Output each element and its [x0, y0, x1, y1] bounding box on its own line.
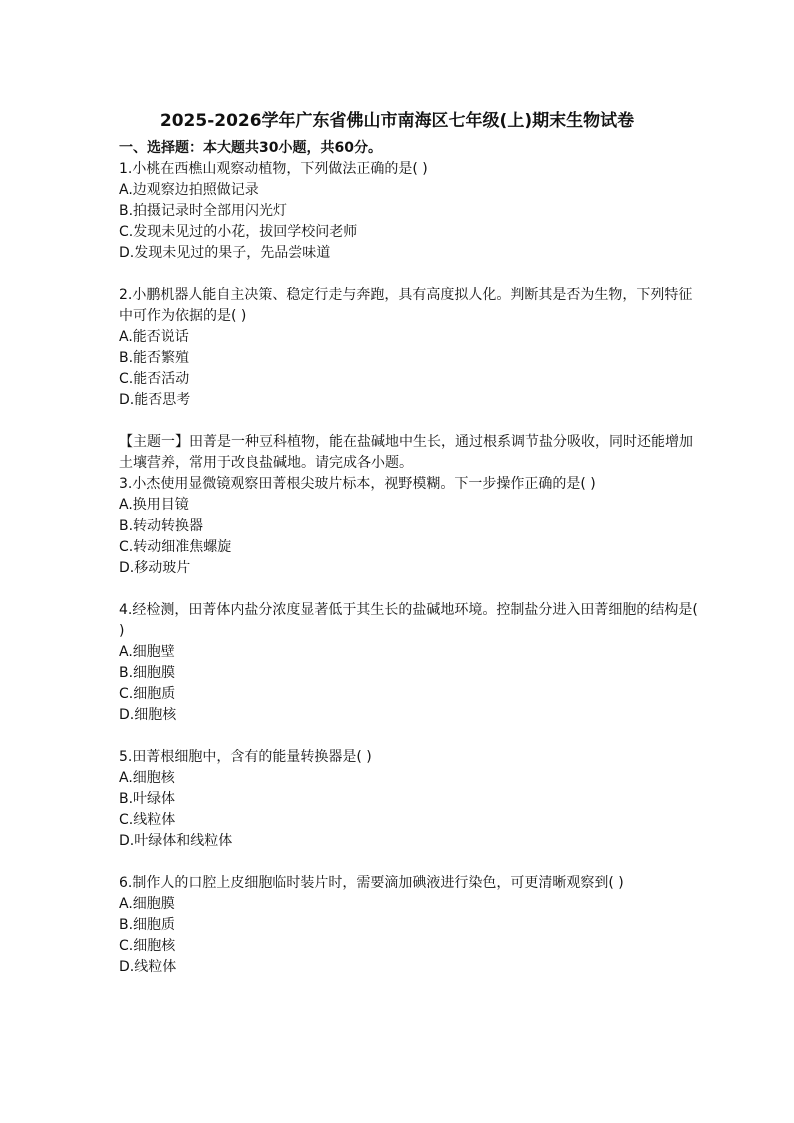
option-b: B.细胞质: [119, 917, 176, 933]
option-c: C.细胞质: [119, 686, 176, 702]
option-c: C.转动细准焦螺旋: [119, 539, 232, 555]
spacer: [119, 264, 699, 285]
option-c: C.发现未见过的小花，拔回学校问老师: [119, 224, 358, 240]
option-d: D.发现未见过的果子，先品尝味道: [119, 245, 331, 261]
option-d: D.移动玻片: [119, 560, 191, 576]
option-b: B.叶绿体: [119, 791, 176, 807]
option-a: A.细胞壁: [119, 644, 175, 660]
question-4: [119, 600, 699, 726]
question-2: [119, 285, 699, 411]
spacer: [119, 411, 699, 432]
option-a: A.换用目镜: [119, 497, 189, 513]
option-d: D.能否思考: [119, 392, 191, 408]
spacer: [119, 852, 699, 873]
theme-intro: 【主题一】田菁是一种豆科植物，能在盐碱地中生长，通过根系调节盐分吸收，同时还能增加土壤营养，常用于改良盐碱地。请完成各小题。: [119, 434, 693, 471]
option-a: A.能否说话: [119, 329, 189, 345]
question-stem: 1.小桃在西樵山观察动植物，下列做法正确的是( ): [119, 161, 428, 177]
option-b: B.转动转换器: [119, 518, 204, 534]
option-a: A.边观察边拍照做记录: [119, 182, 259, 198]
question-stem: 3.小杰使用显微镜观察田菁根尖玻片标本，视野模糊。下一步操作正确的是( ): [119, 476, 596, 492]
question-3: [119, 432, 699, 579]
option-d: D.线粒体: [119, 959, 177, 975]
spacer: [119, 579, 699, 600]
question-stem: 2.小鹏机器人能自主决策、稳定行走与奔跑，具有高度拟人化。判断其是否为生物，下列特征中可作为依据的是( ): [119, 287, 693, 324]
option-a: A.细胞膜: [119, 896, 175, 912]
question-stem: 5.田菁根细胞中，含有的能量转换器是( ): [119, 749, 372, 765]
option-a: A.细胞核: [119, 770, 175, 786]
option-b: B.拍摄记录时全部用闪光灯: [119, 203, 288, 219]
option-c: C.细胞核: [119, 938, 176, 954]
spacer: [119, 726, 699, 747]
exam-content: [119, 138, 699, 978]
question-stem: 6.制作人的口腔上皮细胞临时装片时，需要滴加碘液进行染色，可更清晰观察到( ): [119, 875, 624, 891]
option-b: B.能否繁殖: [119, 350, 190, 366]
option-b: B.细胞膜: [119, 665, 176, 681]
question-stem: 4.经检测，田菁体内盐分浓度显著低于其生长的盐碱地环境。控制盐分进入田菁细胞的结构是( ): [119, 602, 698, 639]
question-6: [119, 873, 699, 978]
exam-title: 2025-2026学年广东省佛山市南海区七年级(上)期末生物试卷: [159, 111, 635, 131]
option-c: C.能否活动: [119, 371, 190, 387]
option-d: D.细胞核: [119, 707, 177, 723]
option-c: C.线粒体: [119, 812, 176, 828]
section-heading: 一、选择题：本大题共30小题，共60分。: [119, 140, 382, 156]
question-1: [119, 159, 699, 264]
option-d: D.叶绿体和线粒体: [119, 833, 233, 849]
question-5: [119, 747, 699, 852]
